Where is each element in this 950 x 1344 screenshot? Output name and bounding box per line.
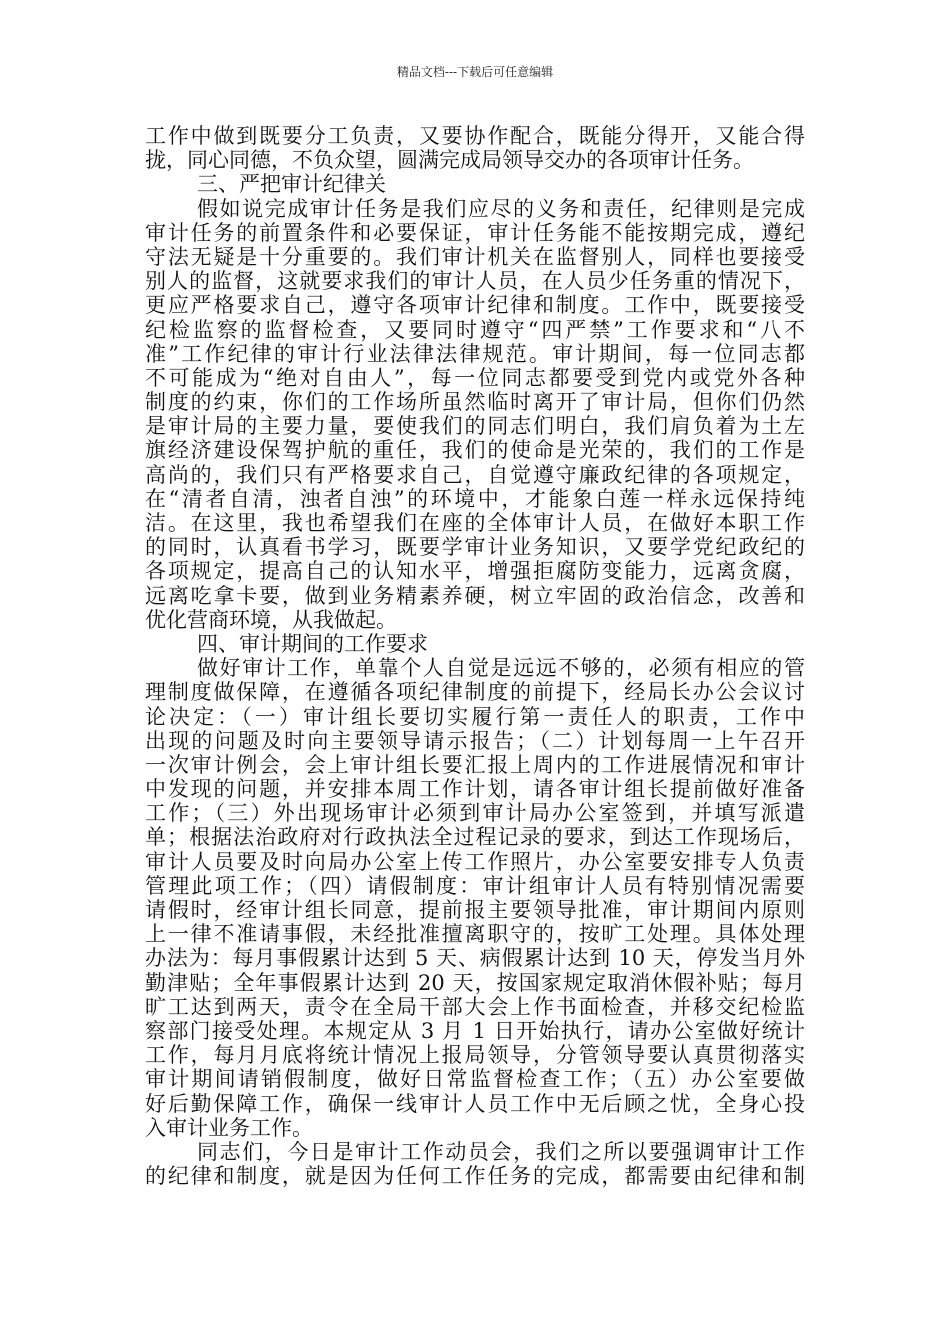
text-line: 高尚的，我们只有严格要求自己，自觉遵守廉政纪律的各项规定， (145, 462, 805, 487)
text-line: 远离吃拿卡要，做到业务精素养硬，树立牢固的政治信念，改善和 (145, 583, 805, 608)
text-line: 一次审计例会，会上审计组长要汇报上周内的工作进展情况和审计 (145, 752, 805, 777)
text-line: 守法无疑是十分重要的。我们审计机关在监督别人，同样也要接受 (145, 244, 805, 269)
text-line: 纪检监察的监督检查，又要同时遵守“四严禁”工作要求和“八不 (145, 317, 805, 342)
text-line: 是审计局的主要力量，要使我们的同志们明白，我们肩负着为土左 (145, 414, 805, 439)
paragraph-first-line: 做好审计工作，单靠个人自觉是远远不够的，必须有相应的管 (197, 656, 805, 681)
text-line: 工作；（三）外出现场审计必须到审计局办公室签到，并填写派遣 (145, 801, 805, 826)
text-line: 旷工达到两天，责令在全局干部大会上作书面检查，并移交纪检监 (145, 994, 805, 1019)
text-line: 中发现的问题，并安排本周工作计划，请各审计组长提前做好准备 (145, 777, 805, 802)
text-line: 各项规定，提高自己的认知水平，增强拒腐防变能力，远离贪腐， (145, 559, 805, 584)
text-line: 更应严格要求自己，遵守各项审计纪律和制度。工作中，既要接受 (145, 293, 805, 318)
text-line: 工作中做到既要分工负责，又要协作配合，既能分得开，又能合得 (145, 124, 805, 148)
text-line: 办法为：每月事假累计达到 5 天、病假累计达到 10 天，停发当月外 (145, 946, 805, 971)
text-line: 上一律不准请事假，未经批准擅离职守的，按旷工处理。具体处理 (145, 922, 805, 947)
text-line: 审计任务的前置条件和必要保证，审计任务能不能按期完成，遵纪 (145, 220, 805, 245)
text-line: 出现的问题及时向主要领导请示报告；（二）计划每周一上午召开 (145, 728, 805, 753)
text-line: 请假时，经审计组长同意，提前报主要领导批准，审计期间内原则 (145, 898, 805, 922)
section-heading: 三、严把审计纪律关 (197, 172, 386, 197)
text-line: 审计期间请销假制度，做好日常监督检查工作；（五）办公室要做 (145, 1067, 805, 1092)
text-line: 准”工作纪律的审计行业法律法律规范。审计期间，每一位同志都 (145, 341, 805, 366)
text-line: 不可能成为“绝对自由人”，每一位同志都要受到党内或党外各种 (145, 365, 805, 390)
document-body (145, 124, 805, 1188)
text-line: 勤津贴；全年事假累计达到 20 天，按国家规定取消休假补贴；每月 (145, 970, 805, 995)
text-line: 的纪律和制度，就是因为任何工作任务的完成，都需要由纪律和制 (145, 1164, 805, 1189)
text-line: 论决定：（一）审计组长要切实履行第一责任人的职责，工作中 (145, 704, 805, 729)
text-line: 别人的监督，这就要求我们的审计人员，在人员少任务重的情况下， (145, 269, 805, 294)
section-heading: 四、审计期间的工作要求 (197, 631, 428, 656)
text-line: 察部门接受处理。本规定从 3 月 1 日开始执行，请办公室做好统计 (145, 1018, 805, 1043)
text-line: 单；根据法治政府对行政执法全过程记录的要求，到达工作现场后， (145, 825, 805, 850)
text-line: 工作，每月月底将统计情况上报局领导，分管领导要认真贯彻落实 (145, 1043, 805, 1068)
page-header: 精品文档---下载后可任意编辑 (396, 65, 554, 79)
text-line: 洁。在这里，我也希望我们在座的全体审计人员，在做好本职工作 (145, 511, 805, 535)
text-line: 旗经济建设保驾护航的重任，我们的使命是光荣的，我们的工作是 (145, 438, 805, 463)
text-line: 优化营商环境，从我做起。 (145, 607, 397, 632)
text-line: 拢，同心同德，不负众望，圆满完成局领导交办的各项审计任务。 (145, 148, 754, 173)
text-line: 审计人员要及时向局办公室上传工作照片，办公室要安排专人负责 (145, 849, 805, 874)
text-line: 好后勤保障工作，确保一线审计人员工作中无后顾之忧，全身心投 (145, 1091, 805, 1116)
text-line: 的同时，认真看书学习，既要学审计业务知识，又要学党纪政纪的 (145, 535, 805, 560)
text-line: 制度的约束，你们的工作场所虽然临时离开了审计局，但你们仍然 (145, 390, 805, 415)
text-line: 管理此项工作；（四）请假制度：审计组审计人员有特别情况需要 (145, 873, 805, 898)
text-line: 入审计业务工作。 (145, 1115, 313, 1140)
paragraph-first-line: 假如说完成审计任务是我们应尽的义务和责任，纪律则是完成 (197, 196, 805, 221)
text-line: 在“清者自清，浊者自浊”的环境中，才能象白莲一样永远保持纯 (145, 486, 805, 511)
paragraph-first-line: 同志们，今日是审计工作动员会，我们之所以要强调审计工作 (197, 1139, 805, 1164)
text-line: 理制度做保障，在遵循各项纪律制度的前提下，经局长办公会议讨 (145, 680, 805, 705)
